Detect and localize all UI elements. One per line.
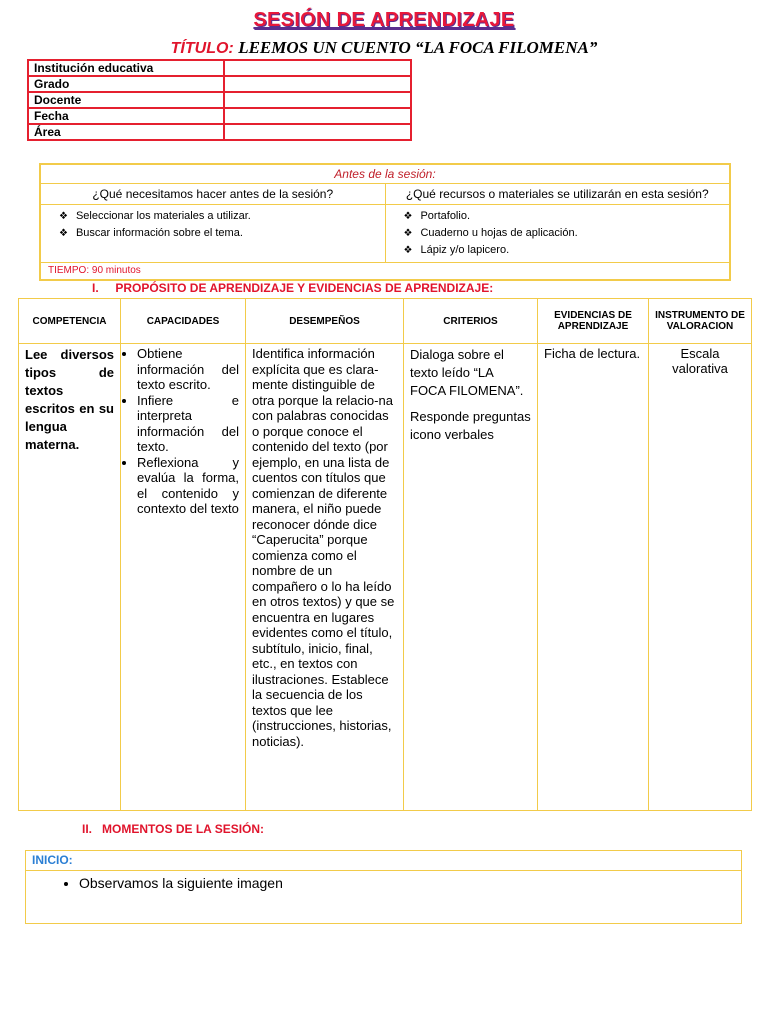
resources-question: ¿Qué recursos o materiales se utilizarán en esta sesión?	[386, 184, 730, 205]
section-heading-1	[92, 281, 493, 295]
list-item: ❖ Lápiz y/o lapicero.	[404, 242, 730, 259]
evidencias-cell: Ficha de lectura.	[538, 344, 649, 811]
table-header-row	[19, 299, 752, 344]
list-item: ❖ Seleccionar los materiales a utilizar.	[59, 208, 385, 225]
instrumento-cell: Escala valorativa	[649, 344, 752, 811]
inicio-heading: INICIO:	[26, 851, 741, 871]
column-header: EVIDENCIAS DE APRENDIZAJE	[538, 299, 649, 344]
section-heading-2	[82, 822, 264, 836]
info-label: Fecha	[28, 108, 224, 124]
resources-column	[385, 184, 730, 262]
resources-list	[386, 205, 730, 262]
table-row	[19, 344, 752, 811]
info-value[interactable]	[224, 92, 411, 108]
list-item: • Reflexiona y evalúa la forma, el contenido y contexto del texto	[137, 455, 239, 517]
info-table	[27, 59, 412, 141]
section-title: MOMENTOS DE LA SESIÓN:	[102, 822, 265, 836]
desempenos-cell: Identifica información explícita que es clara-mente distinguible de otra porque la relacio-na con palabras conocidas o porque conoce el contenido del texto (por ejemplo, en una lista de cuentos con títulos que comienzan de diferente manera, el niño puede reconocer dónde dice “Caperucita” porque comienza como el nombre de un compañero o lo ha leído en otros textos) y que se encuentra en lugares evidentes como el título, subtítulo, inicio, final, etc., en textos con ilustraciones. Establece la secuencia de los textos que lee (instrucciones, historias, noticias).	[246, 344, 404, 811]
inicio-box	[25, 850, 742, 924]
capacidades-cell	[121, 344, 246, 811]
subtitle-label: TÍTULO	[170, 40, 229, 57]
criterio-item: Dialoga sobre el texto leído “LA FOCA FILOMENA”.	[410, 347, 524, 398]
subtitle-value: LEEMOS UN CUENTO “LA FOCA FILOMENA”	[238, 38, 598, 57]
competency-table	[18, 298, 752, 811]
list-item: ❖ Buscar información sobre el tema.	[59, 225, 385, 242]
session-time: TIEMPO: 90 minutos	[48, 265, 141, 276]
info-label: Área	[28, 124, 224, 140]
criterios-cell	[404, 344, 538, 811]
pre-session-heading: Antes de la sesión:	[41, 165, 729, 184]
list-item: • Observamos la siguiente imagen	[79, 875, 741, 891]
list-item: • Infiere e interpreta información del texto.	[137, 393, 239, 455]
preparation-column	[41, 184, 385, 262]
info-row	[28, 92, 411, 108]
info-label: Institución educativa	[28, 60, 224, 76]
info-value[interactable]	[224, 60, 411, 76]
preparation-list	[41, 205, 385, 245]
info-row	[28, 108, 411, 124]
column-header: CRITERIOS	[404, 299, 538, 344]
column-header: COMPETENCIA	[19, 299, 121, 344]
preparation-question: ¿Qué necesitamos hacer antes de la sesión?	[41, 184, 385, 205]
info-label: Docente	[28, 92, 224, 108]
column-header: CAPACIDADES	[121, 299, 246, 344]
info-label: Grado	[28, 76, 224, 92]
info-value[interactable]	[224, 76, 411, 92]
column-header: INSTRUMENTO DE VALORACION	[649, 299, 752, 344]
inicio-list	[26, 875, 741, 891]
section-number: II.	[82, 822, 93, 836]
list-item: ❖ Cuaderno u hojas de aplicación.	[404, 225, 730, 242]
session-subtitle: TÍTULO: LEEMOS UN CUENTO “LA FOCA FILOMENA”	[170, 38, 598, 57]
info-value[interactable]	[224, 108, 411, 124]
info-row	[28, 76, 411, 92]
pre-session-box	[39, 163, 731, 281]
section-number: I.	[92, 281, 99, 295]
list-item: • Obtiene información del texto escrito.	[137, 346, 239, 393]
list-item: ❖ Portafolio.	[404, 208, 730, 225]
document-title: SESIÓN DE APRENDIZAJE	[253, 9, 515, 31]
info-row	[28, 60, 411, 76]
competencia-cell: Lee diversos tipos de textos escritos en su lengua materna.	[19, 344, 121, 811]
column-header: DESEMPEÑOS	[246, 299, 404, 344]
info-row	[28, 124, 411, 140]
info-value[interactable]	[224, 124, 411, 140]
criterio-item: Responde preguntas icono verbales	[410, 409, 531, 442]
section-title: PROPÓSITO DE APRENDIZAJE Y EVIDENCIAS DE APRENDIZAJE:	[115, 281, 494, 295]
